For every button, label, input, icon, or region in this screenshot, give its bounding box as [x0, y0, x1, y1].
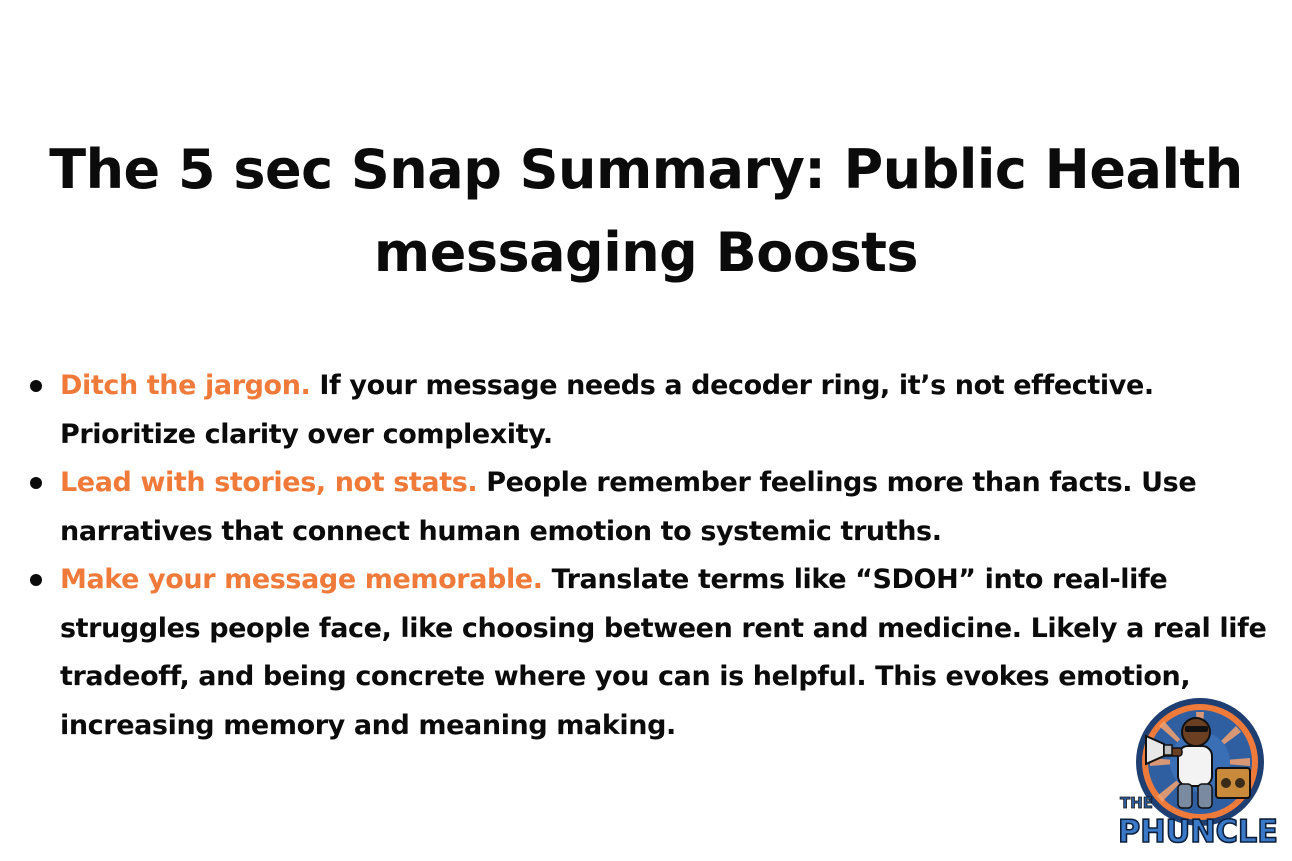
bullet-dot-icon — [30, 380, 42, 392]
list-item — [28, 459, 1278, 556]
bullet-body: If your message needs a decoder ring, it’s not effective. Prioritize clarity over complexity. — [60, 370, 1154, 450]
bullet-lead: Lead with stories, not stats. — [60, 467, 478, 498]
megaphone-character-logo-icon — [1112, 696, 1284, 856]
tips-list — [28, 362, 1278, 750]
title-line-1: The 5 sec Snap Summary: Public Health — [49, 138, 1243, 201]
bullet-body: Translate terms like “SDOH” into real-life struggles people face, like choosing between rent and medicine. Likely a real life tradeoff, and being concrete where you can is helpful. This evokes emotion, increasing memory and meaning making. — [60, 564, 1267, 741]
phuncle-logo — [1112, 696, 1284, 856]
bullet-lead: Make your message memorable. — [60, 564, 543, 595]
list-item — [28, 362, 1278, 459]
logo-text-top: THE — [1120, 794, 1154, 812]
bullet-dot-icon — [30, 477, 42, 489]
bullet-dot-icon — [30, 574, 42, 586]
list-item — [28, 556, 1278, 750]
title-line-2: messaging Boosts — [373, 221, 919, 284]
bullet-lead: Ditch the jargon. — [60, 370, 311, 401]
bullet-body: People remember feelings more than facts. Use narratives that connect human emotion to systemic truths. — [60, 467, 1197, 547]
page-title — [0, 128, 1292, 294]
logo-text-main: PHUNCLE — [1118, 814, 1278, 850]
